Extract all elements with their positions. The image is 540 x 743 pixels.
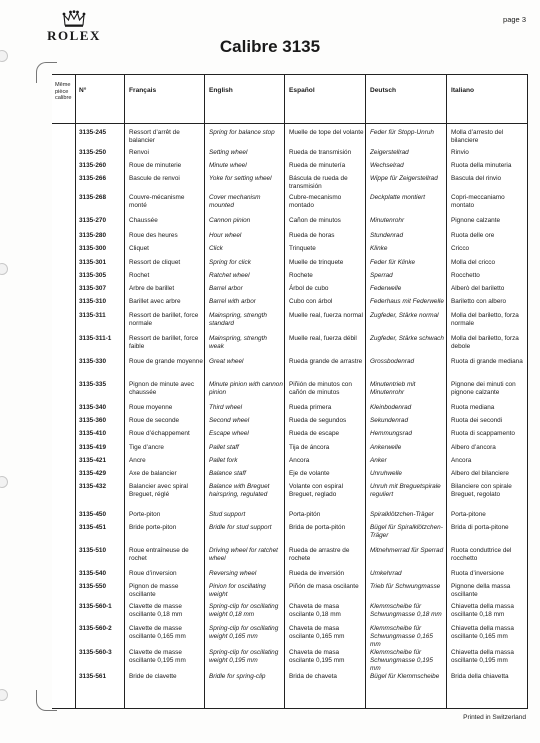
- cell-it: Molla del bariletto, forza debole: [451, 335, 519, 350]
- cell-no: 3135-268: [79, 194, 107, 201]
- cell-de: Federhaus mit Federwelle: [370, 298, 444, 305]
- cell-de: Sekundenrad: [370, 417, 409, 424]
- cell-no: 3135-311-1: [79, 335, 112, 342]
- header-meme-piece: Même pièce calibre: [55, 82, 72, 101]
- cell-es: Muelle de tope del volante: [289, 129, 364, 136]
- cell-it: Chiavetta della massa oscillante 0,195 mm: [451, 649, 514, 664]
- cell-de: Zugfeder, Stärke normal: [370, 312, 439, 319]
- cell-no: 3135-429: [79, 470, 107, 477]
- cell-it: Bilanciere con spirale Breguet, regolato: [451, 483, 512, 498]
- cell-es: Rochete: [289, 272, 313, 279]
- cell-es: Rueda de inversión: [289, 570, 345, 577]
- cell-de: Minutentrieb mit Minutenrohr: [370, 381, 416, 396]
- cell-en: Reversing wheel: [209, 570, 257, 577]
- cell-es: Ancora: [289, 457, 310, 464]
- cell-en: Escape wheel: [209, 430, 249, 437]
- cell-en: Second wheel: [209, 417, 250, 424]
- cell-es: Trinquete: [289, 245, 316, 252]
- cell-de: Stundenrad: [370, 232, 404, 239]
- cell-fr: Roue des heures: [129, 232, 178, 239]
- cell-en: Bridle for spring-clip: [209, 673, 266, 680]
- header-number: N°: [79, 87, 87, 94]
- cell-en: Barrel with arbor: [209, 298, 256, 305]
- cell-it: Bascula del rinvio: [451, 175, 502, 182]
- cell-no: 3135-305: [79, 272, 107, 279]
- binder-hole: [0, 689, 8, 701]
- cell-es: Brida de chaveta: [289, 673, 337, 680]
- brand-name: ROLEX: [47, 28, 101, 43]
- cell-de: Klemmscheibe für Schwungmasse 0,195 mm: [370, 649, 433, 672]
- cell-it: Cricco: [451, 245, 470, 252]
- cell-en: Spring for click: [209, 259, 251, 266]
- cell-it: Ruota delle ore: [451, 232, 495, 239]
- cell-en: Spring for balance stop: [209, 129, 275, 136]
- cell-en: Great wheel: [209, 358, 244, 365]
- cell-en: Spring-clip for oscillating weight 0,18 mm: [209, 603, 279, 618]
- cell-en: Click: [209, 245, 223, 252]
- cell-fr: Clavette de masse oscillante 0,18 mm: [129, 603, 183, 618]
- cell-fr: Couvre-mécanisme monté: [129, 194, 185, 209]
- cell-no: 3135-560-3: [79, 649, 112, 656]
- cell-fr: Balancier avec spiral Breguet, réglé: [129, 483, 188, 498]
- cell-no: 3135-245: [79, 129, 107, 136]
- cell-it: Alberò del bariletto: [451, 285, 505, 292]
- cell-no: 3135-561: [79, 673, 107, 680]
- cell-de: Kleinbodenrad: [370, 404, 412, 411]
- cell-fr: Ressort de barillet, force normale: [129, 312, 199, 327]
- cell-es: Chaveta de masa oscilante 0,18 mm: [289, 603, 341, 618]
- cell-fr: Barillet avec arbre: [129, 298, 181, 305]
- column-divider: [284, 75, 285, 708]
- cell-fr: Ressort d’arrêt de balancier: [129, 129, 180, 144]
- cell-de: Bügel für Spiralklötzchen-Träger: [370, 524, 443, 539]
- cell-es: Chaveta de masa oscilante 0,195 mm: [289, 649, 345, 664]
- printed-note: Printed in Switzerland: [463, 714, 526, 721]
- cell-fr: Chaussée: [129, 217, 158, 224]
- cell-no: 3135-360: [79, 417, 107, 424]
- cell-de: Trieb für Schwungmasse: [370, 583, 441, 590]
- cell-es: Tija de áncora: [289, 444, 330, 451]
- cell-es: Brida de porta-pitón: [289, 524, 346, 531]
- header-espanol: Español: [289, 87, 315, 94]
- cell-de: Minutenrohr: [370, 217, 405, 224]
- cell-fr: Arbre de barillet: [129, 285, 175, 292]
- cell-no: 3135-330: [79, 358, 107, 365]
- cell-es: Cubo con árbol: [289, 298, 333, 305]
- column-divider: [446, 75, 447, 708]
- cell-no: 3135-335: [79, 381, 107, 388]
- column-divider: [75, 75, 76, 708]
- cell-it: Rinvio: [451, 149, 469, 156]
- cell-fr: Roue de grande moyenne: [129, 358, 203, 365]
- column-divider: [204, 75, 205, 708]
- cell-de: Umkehrrad: [370, 570, 402, 577]
- cell-es: Rueda de minutería: [289, 162, 346, 169]
- cell-it: Albero del bilanciere: [451, 470, 509, 477]
- cell-fr: Cliquet: [129, 245, 149, 252]
- cell-de: Federwelle: [370, 285, 402, 292]
- cell-it: Chiavetta della massa oscillante 0,165 mm: [451, 625, 514, 640]
- cell-es: Eje de volante: [289, 470, 330, 477]
- cell-no: 3135-301: [79, 259, 107, 266]
- cell-fr: Roue d’échappement: [129, 430, 190, 437]
- cell-it: Ruota dei secondi: [451, 417, 503, 424]
- cell-es: Cañon de minutos: [289, 217, 341, 224]
- page-number: page 3: [503, 15, 526, 24]
- cell-en: Pinion for oscillating weight: [209, 583, 266, 598]
- cell-en: Third wheel: [209, 404, 243, 411]
- cell-fr: Roue entraîneuse de rochet: [129, 547, 189, 562]
- cell-fr: Roue de seconde: [129, 417, 180, 424]
- cell-de: Sperrad: [370, 272, 393, 279]
- cell-no: 3135-560-1: [79, 603, 112, 610]
- cell-de: Mitnehmerrad für Sperrad: [370, 547, 444, 554]
- cell-es: Rueda de escape: [289, 430, 340, 437]
- cell-de: Unruhwelle: [370, 470, 402, 477]
- cell-es: Rueda de segundos: [289, 417, 347, 424]
- cell-en: Driving wheel for ratchet wheel: [209, 547, 278, 562]
- header-francais: Français: [129, 87, 157, 94]
- cell-de: Feder für Stopp-Unruh: [370, 129, 434, 136]
- cell-fr: Bride porte-piton: [129, 524, 177, 531]
- cell-it: Ruota di grande mediana: [451, 358, 523, 365]
- cell-no: 3135-560-2: [79, 625, 112, 632]
- cell-it: Porta-pitone: [451, 511, 486, 518]
- cell-it: Ruota conduttrice del rocchetto: [451, 547, 512, 562]
- cell-it: Molla d’arresto del bilanciere: [451, 129, 504, 144]
- cell-es: Muelle real, fuerza débil: [289, 335, 357, 342]
- cell-no: 3135-450: [79, 511, 107, 518]
- cell-es: Muelle de trinquete: [289, 259, 344, 266]
- cell-no: 3135-300: [79, 245, 107, 252]
- cell-no: 3135-451: [79, 524, 107, 531]
- cell-it: Chiavetta della massa oscillante 0,18 mm: [451, 603, 514, 618]
- header-rule: [52, 123, 527, 124]
- cell-fr: Roue d’inversion: [129, 570, 177, 577]
- cell-en: Setting wheel: [209, 149, 248, 156]
- cell-de: Feder für Klinke: [370, 259, 416, 266]
- header-deutsch: Deutsch: [370, 87, 397, 94]
- cell-fr: Roue de minuterie: [129, 162, 182, 169]
- cell-it: Ancora: [451, 457, 472, 464]
- cell-de: Klemmscheibe für Schwungmasse 0,18 mm: [370, 603, 442, 618]
- cell-no: 3135-270: [79, 217, 107, 224]
- cell-es: Volante con espiral Breguet, reglado: [289, 483, 344, 498]
- cell-es: Rueda de horas: [289, 232, 335, 239]
- cell-fr: Pignon de masse oscillante: [129, 583, 179, 598]
- cell-it: Brida di porta-pitone: [451, 524, 509, 531]
- cell-no: 3135-421: [79, 457, 107, 464]
- cell-en: Ratchet wheel: [209, 272, 250, 279]
- cell-de: Bügel für Klemmscheibe: [370, 673, 440, 680]
- cell-fr: Pignon de minute avec chaussée: [129, 381, 195, 396]
- cell-en: Mainspring, strength standard: [209, 312, 267, 327]
- cell-es: Porta-pitón: [289, 511, 321, 518]
- header-english: English: [209, 87, 233, 94]
- cell-no: 3135-280: [79, 232, 107, 239]
- cell-es: Cubre-mecanismo montado: [289, 194, 342, 209]
- cell-en: Hour wheel: [209, 232, 242, 239]
- cell-de: Zugfeder, Stärke schwach: [370, 335, 444, 342]
- cell-it: Ruota d’inversione: [451, 570, 504, 577]
- cell-es: Rueda de arrastre de rochete: [289, 547, 350, 562]
- cell-en: Yoke for setting wheel: [209, 175, 272, 182]
- cell-it: Molla del cricco: [451, 259, 496, 266]
- cell-no: 3135-540: [79, 570, 107, 577]
- cell-en: Minute pinion with cannon pinion: [209, 381, 283, 396]
- cell-it: Bariletto con albero: [451, 298, 507, 305]
- cell-en: Spring-clip for oscillating weight 0,165 mm: [209, 625, 279, 640]
- cell-no: 3135-550: [79, 583, 107, 590]
- binder-hole: [0, 476, 8, 488]
- cell-it: Albero d’ancora: [451, 444, 496, 451]
- cell-de: Zeigerstellrad: [370, 149, 409, 156]
- column-divider: [365, 75, 366, 708]
- cell-fr: Clavette de masse oscillante 0,195 mm: [129, 649, 186, 664]
- cell-no: 3135-266: [79, 175, 107, 182]
- cell-de: Deckplatte montiert: [370, 194, 426, 201]
- cell-fr: Ressort de barillet, force faible: [129, 335, 199, 350]
- cell-no: 3135-432: [79, 483, 107, 490]
- crown-icon: [62, 10, 86, 27]
- cell-en: Balance with Breguet hairspring, regulated: [209, 483, 270, 498]
- cell-it: Rocchetto: [451, 272, 480, 279]
- cell-es: Muelle real, fuerza normal: [289, 312, 363, 319]
- page-title: Calibre 3135: [219, 37, 321, 56]
- cell-no: 3135-510: [79, 547, 107, 554]
- cell-no: 3135-340: [79, 404, 107, 411]
- cell-fr: Ressort de cliquet: [129, 259, 181, 266]
- cell-fr: Clavette de masse oscillante 0,165 mm: [129, 625, 186, 640]
- header-italiano: Italiano: [451, 87, 475, 94]
- cell-no: 3135-410: [79, 430, 107, 437]
- cell-it: Ruota mediana: [451, 404, 495, 411]
- cell-es: Árbol de cubo: [289, 285, 329, 292]
- cell-it: Ruota di scappamento: [451, 430, 515, 437]
- cell-de: Grossbodenrad: [370, 358, 415, 365]
- cell-no: 3135-310: [79, 298, 107, 305]
- cell-en: Pallet staff: [209, 444, 239, 451]
- cell-en: Spring-clip for oscillating weight 0,195 mm: [209, 649, 279, 664]
- cell-de: Klemmscheibe für Schwungmasse 0,165 mm: [370, 625, 433, 648]
- cell-en: Mainspring, strength weak: [209, 335, 267, 350]
- cell-it: Molla del bariletto, forza normale: [451, 312, 519, 327]
- cell-fr: Renvoi: [129, 149, 149, 156]
- cell-fr: Porte-piton: [129, 511, 161, 518]
- cell-es: Chaveta de masa oscilante 0,165 mm: [289, 625, 345, 640]
- parts-table: [52, 74, 528, 709]
- cell-fr: Axe de balancier: [129, 470, 177, 477]
- cell-es: Báscula de rueda de transmisión: [289, 175, 348, 190]
- cell-de: Spiralklötzchen-Träger: [370, 511, 434, 518]
- cell-en: Pallet fork: [209, 457, 238, 464]
- cell-no: 3135-307: [79, 285, 107, 292]
- cell-it: Copri-meccaniamo montato: [451, 194, 505, 209]
- cell-it: Pignone della massa oscillante: [451, 583, 511, 598]
- cell-es: Rueda primera: [289, 404, 332, 411]
- cell-no: 3135-250: [79, 149, 107, 156]
- cell-fr: Bascule de renvoi: [129, 175, 180, 182]
- cell-fr: Bride de clavette: [129, 673, 177, 680]
- cell-de: Ankerwelle: [370, 444, 402, 451]
- cell-it: Pignone dei minuti con pignone calzante: [451, 381, 516, 396]
- cell-es: Piñón de masa oscilante: [289, 583, 359, 590]
- cell-es: Rueda grande de arrastre: [289, 358, 363, 365]
- cell-no: 3135-311: [79, 312, 106, 319]
- cell-en: Minute wheel: [209, 162, 247, 169]
- cell-de: Wechselrad: [370, 162, 404, 169]
- cell-en: Stud support: [209, 511, 246, 518]
- cell-it: Ruota della minuteria: [451, 162, 512, 169]
- cell-en: Bridle for stud support: [209, 524, 272, 531]
- cell-es: Rueda de transmisión: [289, 149, 352, 156]
- cell-en: Barrel arbor: [209, 285, 243, 292]
- cell-it: Brida della chiavetta: [451, 673, 509, 680]
- cell-de: Unruh mit Breguetspirale reguliert: [370, 483, 441, 498]
- cell-es: Piñión de minutos con cañón de minutos: [289, 381, 352, 396]
- cell-de: Anker: [370, 457, 387, 464]
- cell-de: Hemmungsrad: [370, 430, 412, 437]
- cell-de: Wippe für Zeigerstellrad: [370, 175, 438, 182]
- cell-en: Cannon pinion: [209, 217, 251, 224]
- column-divider: [124, 75, 125, 708]
- cell-no: 3135-419: [79, 444, 107, 451]
- cell-fr: Tige d’ancre: [129, 444, 164, 451]
- cell-fr: Ancre: [129, 457, 146, 464]
- cell-no: 3135-260: [79, 162, 107, 169]
- binder-hole: [0, 263, 8, 275]
- cell-fr: Rochet: [129, 272, 150, 279]
- cell-fr: Roue moyenne: [129, 404, 173, 411]
- cell-en: Balance staff: [209, 470, 246, 477]
- cell-it: Pignone calzante: [451, 217, 501, 224]
- cell-de: Klinke: [370, 245, 388, 252]
- cell-en: Cover mechanism mounted: [209, 194, 261, 209]
